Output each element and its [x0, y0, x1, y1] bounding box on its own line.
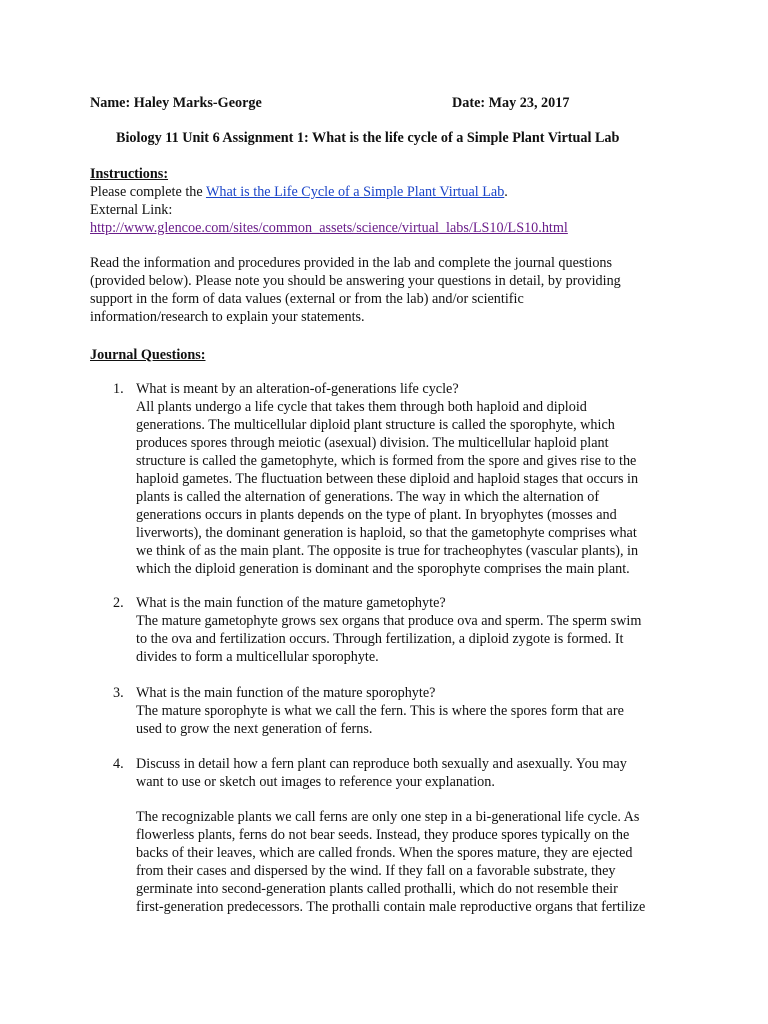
answer-line: generations occurs in plants depends on the type of plant. In bryophytes (mosses and [136, 507, 617, 523]
intro-line: support in the form of data values (external or from the lab) and/or scientific [90, 291, 524, 307]
answer-line: The mature sporophyte is what we call the fern. This is where the spores form that are [136, 703, 624, 719]
question-1 [136, 380, 696, 578]
journal-heading: Journal Questions: [90, 347, 206, 363]
question-text: What is meant by an alteration-of-generations life cycle? [136, 381, 459, 397]
answer-line: to the ova and fertilization occurs. Through fertilization, a diploid zygote is formed. It [136, 631, 624, 647]
answer-line: divides to form a multicellular sporophyte. [136, 649, 379, 665]
document-title: Biology 11 Unit 6 Assignment 1: What is the life cycle of a Simple Plant Virtual Lab [116, 130, 620, 146]
instructions-line [90, 183, 508, 201]
intro-line: (provided below). Please note you should be answering your questions in detail, by providing [90, 273, 621, 289]
question-number: 4. [113, 756, 124, 772]
question-text: Discuss in detail how a fern plant can reproduce both sexually and asexually. You may [136, 756, 627, 772]
question-2 [136, 594, 696, 666]
assignment-date: Date: May 23, 2017 [452, 95, 570, 111]
external-url-link[interactable]: http://www.glencoe.com/sites/common_assets/science/virtual_labs/LS10/LS10.html [90, 220, 568, 236]
answer-line: used to grow the next generation of ferns. [136, 721, 373, 737]
question-text: What is the main function of the mature gametophyte? [136, 595, 446, 611]
answer-line: flowerless plants, ferns do not bear seeds. Instead, they produce spores typically on the [136, 827, 630, 843]
question-number: 2. [113, 595, 124, 611]
answer-line: generations. The multicellular diploid plant structure is called the sporophyte, which [136, 417, 615, 433]
answer-line: backs of their leaves, which are called fronds. When the spores mature, they are ejected [136, 845, 633, 861]
answer-line: from their cases and dispersed by the wind. If they fall on a favorable substrate, they [136, 863, 616, 879]
answer-line: we think of as the main plant. The opposite is true for tracheophytes (vascular plants), in [136, 543, 639, 559]
answer-line: which the diploid generation is dominant and the sporophyte comprises the main plant. [136, 561, 630, 577]
answer-line: plants is called the alternation of generations. The way in which the alternation of [136, 489, 600, 505]
question-text: What is the main function of the mature sporophyte? [136, 685, 436, 701]
instructions-heading: Instructions: [90, 166, 169, 182]
student-name: Name: Haley Marks-George [90, 95, 262, 111]
virtual-lab-link[interactable]: What is the Life Cycle of a Simple Plant Virtual Lab [205, 184, 505, 200]
question-3 [136, 684, 696, 738]
answer-line: haploid gametes. The fluctuation between these diploid and haploid stages that occurs in [136, 471, 639, 487]
intro-line: information/research to explain your statements. [90, 309, 365, 325]
question-4-answer [136, 808, 696, 916]
instructions-suffix: . [504, 184, 508, 200]
answer-line: produces spores through meiotic (asexual) division. The multicellular haploid plant [136, 435, 609, 451]
answer-line: structure is called the gametophyte, which is formed from the spore and gives rise to the [136, 453, 637, 469]
intro-line: Read the information and procedures provided in the lab and complete the journal questions [90, 255, 613, 271]
answer-line: first-generation predecessors. The prothalli contain male reproductive organs that fertilize [136, 899, 646, 915]
question-text: want to use or sketch out images to reference your explanation. [136, 774, 495, 790]
instructions-prefix: Please complete the [90, 184, 206, 200]
intro-paragraph [90, 254, 690, 326]
answer-line: The recognizable plants we call ferns are only one step in a bi-generational life cycle. As [136, 809, 640, 825]
answer-line: germinate into second-generation plants called prothalli, which do not resemble their [136, 881, 618, 897]
question-number: 3. [113, 685, 124, 701]
answer-line: liverworts), the dominant generation is haploid, so that the gametophyte comprises what [136, 525, 637, 541]
external-link-label: External Link: [90, 202, 173, 218]
question-4 [136, 755, 696, 791]
answer-line: The mature gametophyte grows sex organs that produce ova and sperm. The sperm swim [136, 613, 642, 629]
answer-line: All plants undergo a life cycle that takes them through both haploid and diploid [136, 399, 587, 415]
question-number: 1. [113, 381, 124, 397]
